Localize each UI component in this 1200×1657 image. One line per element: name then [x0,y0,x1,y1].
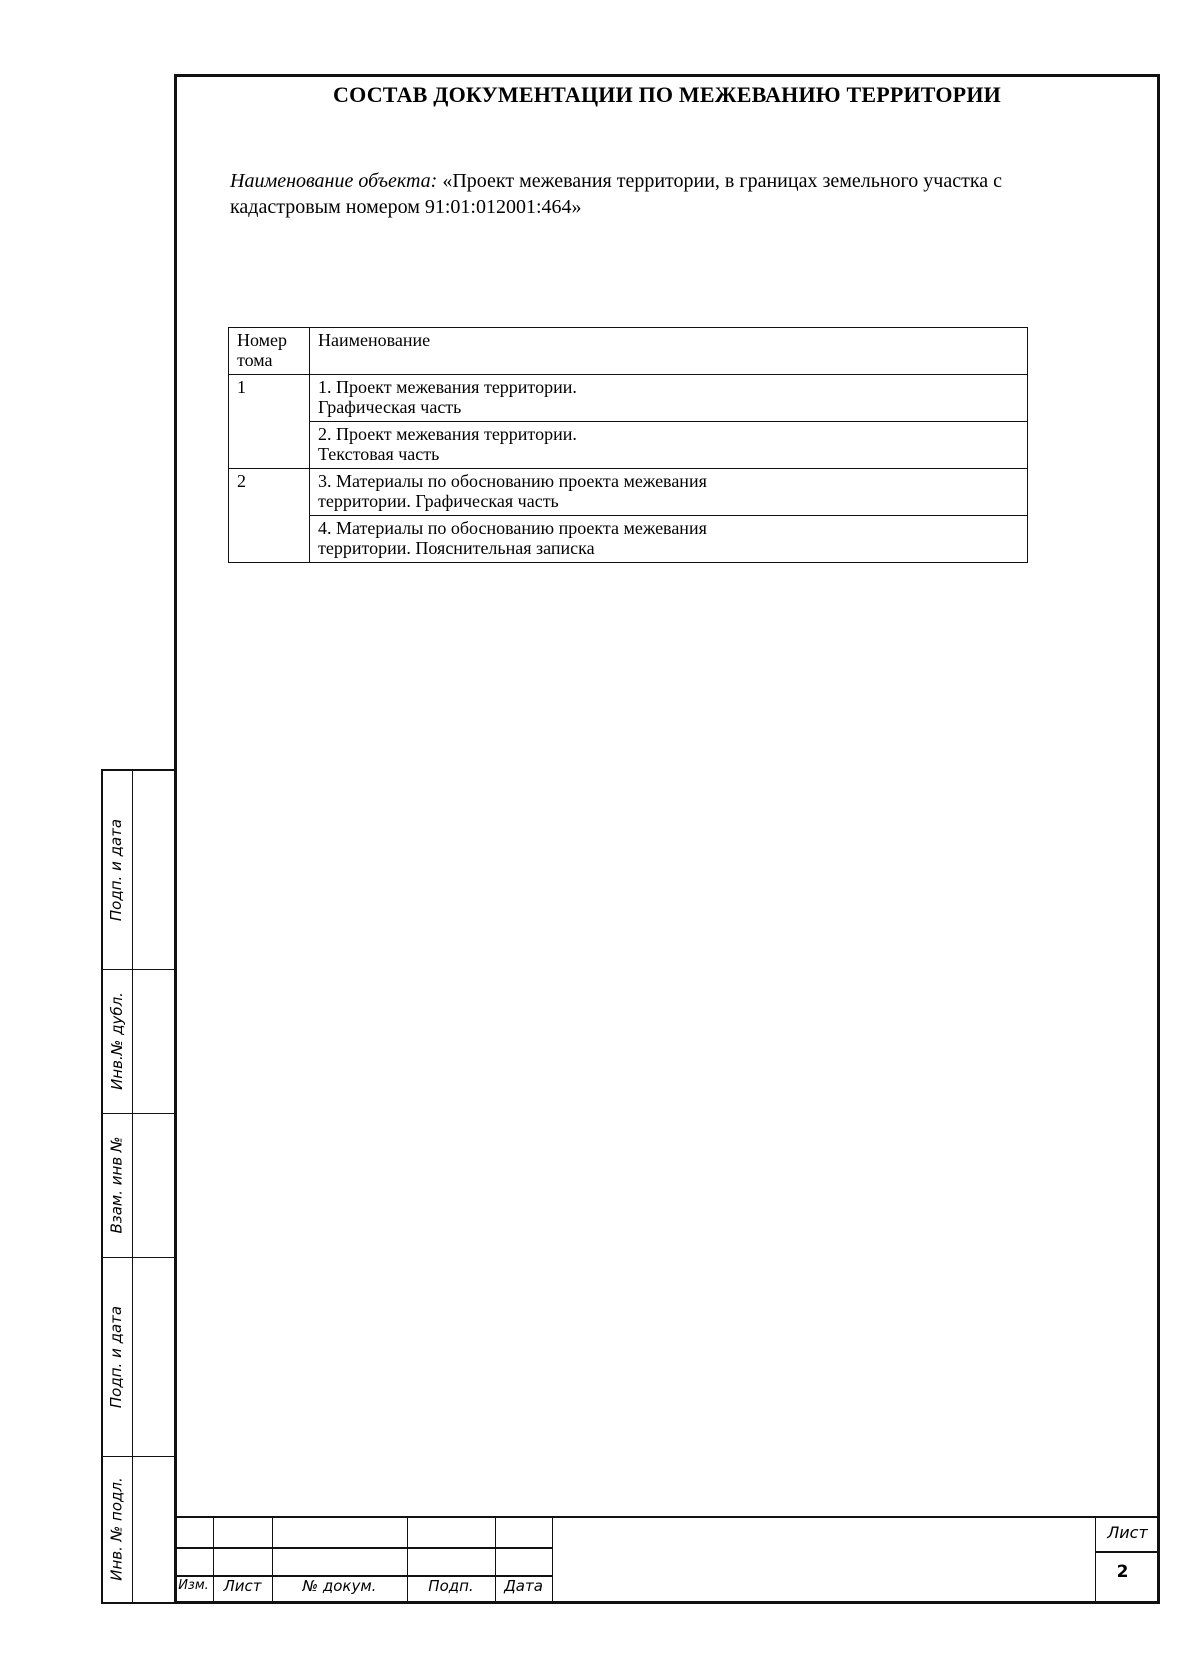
header-num-line1: Номер [237,330,288,350]
stamp-sheet-line [1095,1551,1160,1553]
table-row [229,516,1028,563]
table-header-row [229,328,1028,375]
document-title: СОСТАВ ДОКУМЕНТАЦИИ ПО МЕЖЕВАНИЮ ТЕРРИТОРИИ [333,82,1001,107]
header-num-line2: тома [237,350,273,370]
side-label-inv-dubl [101,969,132,1113]
stamp-top-border [174,1516,1160,1518]
stamp-data-label: Дата [504,1577,543,1595]
item-line1: 3. Материалы по обоснованию проекта межевания [318,471,707,491]
item-name-cell [310,516,1028,563]
item-name-cell [310,422,1028,469]
item-line2: Текстовая часть [318,444,440,464]
item-line1: 4. Материалы по обоснованию проекта межевания [318,518,707,538]
table-row [229,375,1028,422]
table-row [229,469,1028,516]
stamp-sheet-label: Лист [1107,1523,1148,1542]
table-row [229,422,1028,469]
side-label-vzam-inv [101,1113,132,1257]
volume-number-cell: 1 [229,375,310,469]
volume-number-cell: 2 [229,469,310,563]
stamp-dokum-label: № докум. [302,1577,377,1595]
object-description [230,168,1150,220]
object-value-line2: кадастровым номером 91:01:012001:464» [230,196,582,218]
side-label-text: Подп. и дата [107,818,126,922]
stamp-list-label: Лист [223,1577,262,1595]
item-line2: территории. Графическая часть [318,491,559,511]
object-value-line1: «Проект межевания территории, в границах земельного участка с [437,170,1002,192]
side-label-text: Инв. № подл. [107,1477,126,1581]
stamp-podp-label: Подп. [428,1577,474,1595]
page-frame [174,74,1160,1604]
contents-table [228,327,1028,563]
header-num-cell [229,328,310,375]
header-name: Наименование [318,330,431,350]
item-name-cell [310,375,1028,422]
side-label-text: Инв.№ дубл. [107,992,126,1090]
item-line1: 1. Проект межевания территории. [318,377,577,397]
item-line1: 2. Проект межевания территории. [318,424,577,444]
item-line2: Графическая часть [318,397,462,417]
item-line2: территории. Пояснительная записка [318,538,595,558]
side-label-text: Подп. и дата [107,1305,126,1408]
item-name-cell [310,469,1028,516]
object-label: Наименование объекта: [230,170,438,192]
stamp-sheet-number: 2 [1116,1562,1129,1582]
side-label-inv-podl [101,1456,132,1602]
side-strip-divider [132,769,133,1604]
side-label-podp-data-bottom [101,1257,132,1456]
header-name-cell [310,328,1028,375]
stamp-izm-label: Изм. [178,1578,209,1593]
side-label-podp-data [101,771,132,969]
side-label-text: Взам. инв № [107,1136,126,1234]
stamp-col-line [552,1516,553,1604]
